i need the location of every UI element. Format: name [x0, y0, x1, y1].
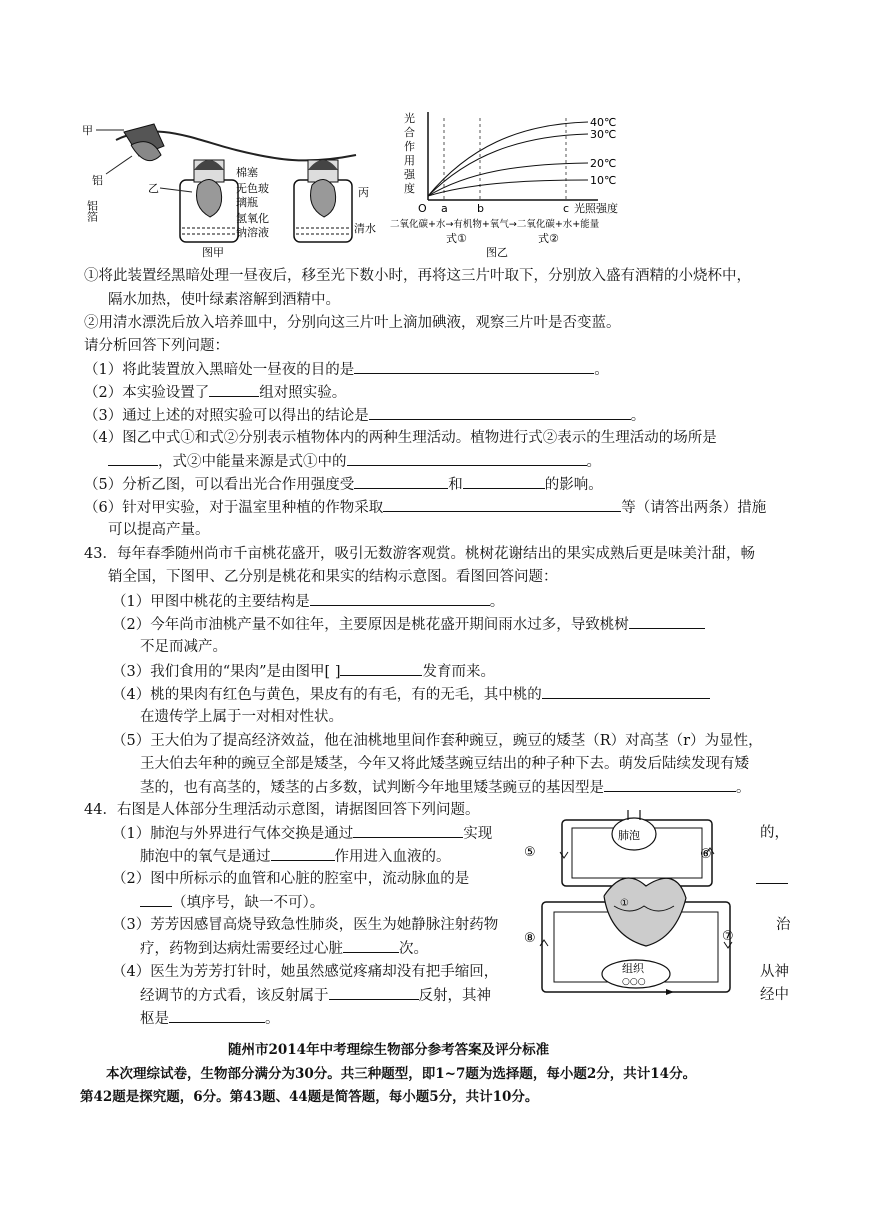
- q42-p6-text: （6）针对甲实验，对于温室里种植的作物采取: [84, 500, 384, 516]
- q43-p3-blank: [340, 661, 422, 676]
- figb-tick-b: b: [477, 202, 484, 215]
- q42-p5-blank1: [354, 474, 448, 489]
- q44-p4c-text: 经调节的方式看，该反射属于: [140, 988, 329, 1004]
- q42-p5: [84, 474, 603, 495]
- q44-p4: （4）医生为芳芳打针时，她虽然感觉疼痛却没有把手缩回，: [112, 964, 499, 980]
- q43-p4b: 在遗传学上属于一对相对性状。: [140, 709, 343, 725]
- q42-p2-text: （2）本实验设置了: [84, 385, 210, 401]
- figb-caption: 图乙: [486, 246, 508, 259]
- q44-p3: （3）芳芳因感冒高烧导致急性肺炎，医生为她静脉注射药物: [112, 917, 499, 933]
- q43-p1-blank: [310, 591, 490, 606]
- q44-p1-blank1: [353, 823, 463, 838]
- caption-jia: 图甲: [202, 246, 224, 259]
- figure-yi: [388, 108, 648, 260]
- q42-p4b-text: ，式②中能量来源是式①中的: [158, 454, 347, 470]
- q42-p6: [84, 497, 766, 518]
- label-naoh1: 氢氧化: [236, 212, 269, 225]
- figure-jia: [76, 110, 386, 260]
- q44-p3d-text: 次。: [399, 941, 428, 957]
- figb-ylabel-5: 强: [404, 168, 415, 181]
- q43-p3-text: （3）我们食用的“果肉”是由图甲[ ]: [112, 664, 341, 680]
- q43-p5c-text: 茎的，也有高茎的，矮茎的占多数，试判断今年地里矮茎豌豆的基因型是: [140, 780, 604, 796]
- q43-p5c: [140, 777, 751, 798]
- q44-p4-blank2: [169, 1008, 265, 1023]
- q44-p1-blank2: [271, 846, 335, 861]
- label-jia: 甲: [82, 124, 93, 137]
- label-boli1: 无色玻: [236, 182, 269, 195]
- figb-ylabel-2: 合: [404, 126, 415, 139]
- label-naoh2: 钠溶液: [236, 226, 269, 239]
- heart-n1: ①: [620, 898, 629, 909]
- num-7: ⑦: [722, 929, 734, 944]
- figb-ylabel-3: 作: [404, 140, 415, 153]
- q43-p4-text: （4）桃的果肉有红色与黄色，果皮有的有毛，有的无毛，其中桃的: [112, 687, 542, 703]
- q44-p4d-text: 反射，其神: [418, 988, 491, 1004]
- q43-p2-text: （2）今年尚市油桃产量不如往年，主要原因是桃花盛开期间雨水过多，导致桃树: [112, 617, 629, 633]
- q44-p1d: [140, 846, 451, 867]
- q44-p2b-text: （填序号，缺一不可）。: [172, 895, 325, 911]
- figb-ylabel-4: 用: [404, 154, 415, 167]
- q44-p1: [112, 823, 492, 844]
- q42-p3-end: 。: [630, 408, 646, 424]
- num-8: ⑧: [524, 931, 536, 946]
- q42-p4a: （4）图乙中式①和式②分别表示植物体内的两种生理活动。植物进行式②表示的生理活动的场所是: [84, 430, 717, 446]
- q44-p4c: [140, 985, 491, 1006]
- q43-p2-blank: [629, 614, 705, 629]
- answer-line1: 本次理综试卷，生物部分满分为30分。共三种题型，即1~7题为选择题，每小题2分，共计14分。: [106, 1066, 697, 1082]
- q43-p5-blank: [604, 777, 736, 792]
- q44-p3c-text: 疗，药物到达病灶需要经过心脏: [140, 941, 343, 957]
- q42-p1-blank: [354, 359, 594, 374]
- figb-ylabel: 光: [404, 112, 415, 125]
- q43-p1-end: 。: [489, 594, 505, 610]
- q42-p6-text-b: 等（请答出两条）措施: [621, 500, 767, 516]
- q44-p4-end: 。: [265, 1011, 280, 1027]
- q42-p5-and: 和: [448, 477, 463, 493]
- q44-p1-text-b: 实现: [463, 826, 493, 842]
- label-boli2: 璃瓶: [236, 196, 258, 209]
- q44-p4-blank1: [329, 985, 419, 1000]
- figure-circulation: [524, 806, 750, 1006]
- q42-step1a: ①将此装置经黑暗处理一昼夜后，移至光下数小时，再将这三片叶取下，分别放入盛有酒精的小烧杯中，: [84, 268, 751, 284]
- label-mianse: 棉塞: [236, 166, 258, 179]
- q42-p5-blank2: [463, 474, 545, 489]
- figb-tick-c: c: [563, 202, 570, 215]
- q44-p4e: 经中: [760, 987, 789, 1003]
- tissue-dots: ○○○: [622, 977, 646, 987]
- q42-p3: [84, 405, 645, 426]
- num-6: ⑥: [700, 847, 712, 862]
- q42-p6-blank: [383, 497, 621, 512]
- q43-p2: [112, 614, 705, 635]
- figb-equation: 二氧化碳+水→有机物+氧气→二氧化碳+水+能量: [390, 219, 600, 230]
- figb-xlabel: 光照强度: [574, 202, 618, 215]
- q43-p5-end: 。: [736, 780, 751, 796]
- label-lvbo: 铝箔: [85, 200, 99, 222]
- q43-intro1: 43．每年春季随州尚市千亩桃花盛开，吸引无数游客观赏。桃树花谢结出的果实成熟后更是味美汁甜，畅: [84, 546, 755, 562]
- q42-p5-end: 的影响。: [544, 477, 603, 493]
- q44-p1c: 的，: [760, 825, 789, 841]
- q44-p4f-text: 枢是: [140, 1011, 169, 1027]
- q43-p4: [112, 684, 710, 705]
- q44-intro: 44．右图是人体部分生理活动示意图，请据图回答下列问题。: [84, 802, 480, 818]
- lung-label: 肺泡: [618, 829, 640, 842]
- q42-p2-blank: [209, 382, 259, 397]
- q42-p4b: [108, 451, 601, 472]
- q42-p6c: 可以提高产量。: [108, 522, 210, 538]
- q43-intro2: 销全国，下图甲、乙分别是桃花和果实的结构示意图。看图回答问题：: [108, 569, 558, 585]
- q42-p1-end: 。: [594, 362, 609, 378]
- q42-prompt: 请分析回答下列问题：: [84, 338, 229, 354]
- q42-p3-text: （3）通过上述的对照实验可以得出的结论是: [84, 408, 369, 424]
- label-lvbo1: 铝: [92, 174, 103, 187]
- q43-p1-text: （1）甲图中桃花的主要结构是: [112, 594, 310, 610]
- q43-p5a: （5）王大伯为了提高经济效益，他在油桃地里间作套种豌豆，豌豆的矮茎（R）对高茎（r）为显性，: [112, 733, 763, 749]
- figb-eq2: 式②: [538, 232, 559, 245]
- q42-p4-blank2: [347, 451, 587, 466]
- q44-p2b: [140, 892, 324, 913]
- q42-step1b: 隔水加热，使叶绿素溶解到酒精中。: [108, 292, 340, 308]
- q42-p5-text: （5）分析乙图，可以看出光合作用强度受: [84, 477, 355, 493]
- q44-p1-text: （1）肺泡与外界进行气体交换是通过: [112, 826, 354, 842]
- label-qingshui: 清水: [354, 222, 376, 235]
- q42-p4-end: 。: [586, 454, 601, 470]
- num-5: ⑤: [524, 845, 536, 860]
- q44-p3b: 治: [776, 917, 791, 933]
- q43-p2b: 不足而减产。: [140, 639, 227, 655]
- figb-eq1: 式①: [446, 232, 467, 245]
- q44-p4f: [140, 1008, 280, 1029]
- answer-line2: 第42题是探究题，6分。第43题、44题是简答题，每小题5分，共计10分。: [80, 1089, 539, 1105]
- q44-p2: （2）图中所标示的血管和心脏的腔室中，流动脉血的是: [112, 871, 470, 887]
- q42-p1: [84, 359, 609, 380]
- label-yi: 乙: [148, 182, 159, 195]
- q42-p4-blank1: [108, 451, 158, 466]
- figb-origin: O: [418, 202, 427, 215]
- q43-p1: [112, 591, 504, 612]
- q44-p2-blank-right: [756, 869, 788, 890]
- curve-10: 10℃: [590, 174, 617, 187]
- q44-p3-blank: [343, 938, 399, 953]
- q42-p2: [84, 382, 346, 403]
- q44-p2-blank-a: [756, 869, 788, 884]
- q43-p3: [112, 661, 495, 682]
- curve-20: 20℃: [590, 157, 617, 170]
- curve-40: 40℃: [590, 116, 617, 129]
- q43-p5b: 王大伯去年种的豌豆全部是矮茎，今年又将此矮茎豌豆结出的种子种下去。萌发后陆续发现有矮: [140, 756, 749, 772]
- figb-ylabel-6: 度: [404, 182, 415, 195]
- q42-p1-text: （1）将此装置放入黑暗处一昼夜的目的是: [84, 362, 355, 378]
- answer-title: 随州市2014年中考理综生物部分参考答案及评分标准: [228, 1042, 550, 1058]
- q44-p2-blank-b: [140, 892, 172, 907]
- q44-p1e-text: 作用进入血液的。: [334, 849, 451, 865]
- q43-p4-blank: [542, 684, 710, 699]
- q44-p3c: [140, 938, 428, 959]
- q44-p1d-text: 肺泡中的氧气是通过: [140, 849, 271, 865]
- label-bing: 丙: [358, 186, 369, 199]
- q42-p2-text-b: 组对照实验。: [259, 385, 347, 401]
- q42-step2: ②用清水漂洗后放入培养皿中，分别向这三片叶上滴加碘液，观察三片叶是否变蓝。: [84, 315, 621, 331]
- q42-p3-blank: [369, 405, 631, 420]
- q43-p3-text-b: 发育而来。: [422, 664, 495, 680]
- figb-tick-a: a: [441, 202, 448, 215]
- q44-p4b: 从神: [760, 964, 789, 980]
- curve-30: 30℃: [590, 128, 617, 141]
- tissue-label: 组织: [622, 962, 644, 975]
